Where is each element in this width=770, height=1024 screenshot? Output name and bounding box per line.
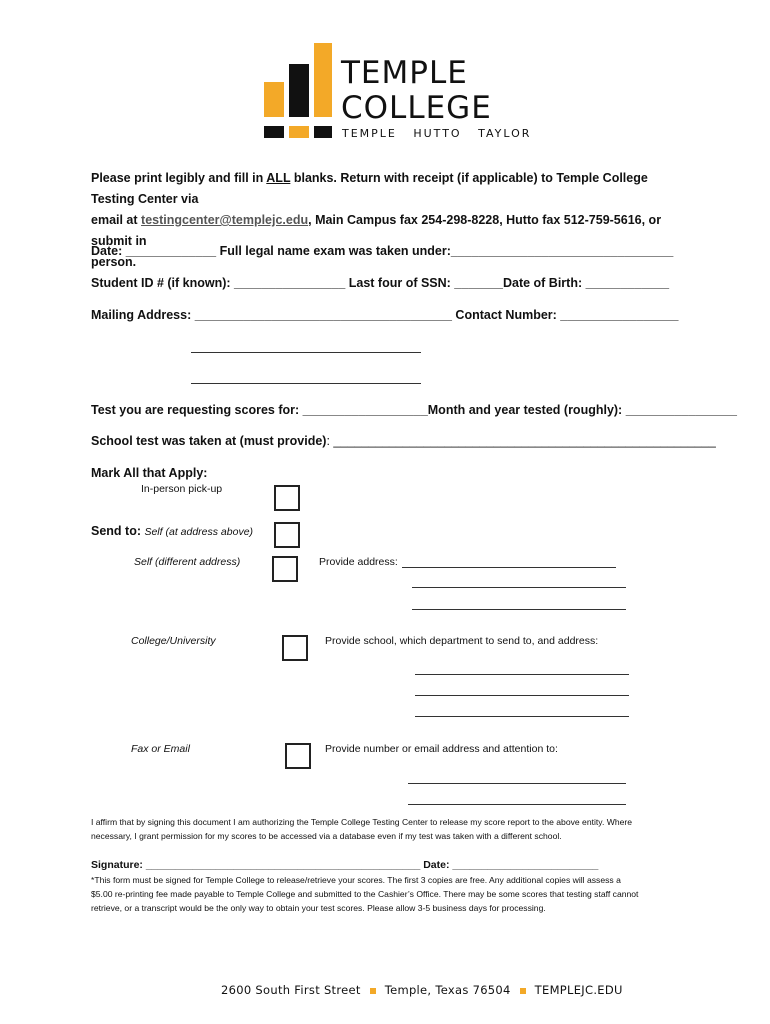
affirmation-text: I affirm that by signing this document I am authorizing the Temple College Testing Center to release my score report to the above entity. Where necessary, I grant permission for my scores to be accessed via a database even if my test was taken with a different school. <box>91 817 633 841</box>
provide-address-line-3[interactable] <box>412 609 626 610</box>
logo-bar-4 <box>264 126 284 138</box>
provide-address-label: Provide address: <box>319 556 398 568</box>
logo-campuses: TEMPLE HUTTO TAYLOR <box>342 127 532 140</box>
pickup-checkbox[interactable] <box>274 485 300 511</box>
pickup-label: In-person pick-up <box>141 483 223 495</box>
footer-dot-1 <box>370 988 376 994</box>
provide-school-line-1[interactable] <box>415 674 629 675</box>
logo-bar-3 <box>314 43 332 117</box>
fax-email-label: Fax or Email <box>131 743 190 755</box>
release-note: *This form must be signed for Temple College to release/retrieve your scores. The first 3 copies are free. Any additional copies will assess a $5.00 re-printing fee made payable to Temple College and submitted to the Cashier’s Office. There may be some scores that testing staff cannot retrieve, or a transcript would be the only way to obtain your test scores. Please allow 3-5 business days for processing. <box>91 875 639 913</box>
self-above-checkbox[interactable] <box>274 522 300 548</box>
intro-line-2: email at testingcenter@templejc.edu, Main Campus fax 254-298-8228, Hutto fax 512-759-5616, or submit in <box>91 213 662 248</box>
logo-bar-6 <box>314 126 332 138</box>
mailing-address-field[interactable]: Mailing Address: _____________________________________ Contact Number: _________________ <box>91 308 679 322</box>
mailing-address-line-3[interactable] <box>191 383 421 384</box>
self-different-checkbox[interactable] <box>272 556 298 582</box>
logo-bar-5 <box>289 126 309 138</box>
footer-website[interactable]: TEMPLEJC.EDU <box>534 983 623 997</box>
intro-line-1: Please print legibly and fill in ALL blanks. Return with receipt (if applicable) to Temple College Testing Center via <box>91 171 648 206</box>
footer-address: 2600 South First Street Temple, Texas 76504 TEMPLEJC.EDU <box>221 983 623 997</box>
testing-center-email-link[interactable]: testingcenter@templejc.edu <box>141 213 309 227</box>
provide-school-label: Provide school, which department to send to, and address: <box>325 635 599 647</box>
provide-number-label: Provide number or email address and attention to: <box>325 743 558 755</box>
student-id-field[interactable]: Student ID # (if known): ________________ Last four of SSN: _______Date of Birth: ____________ <box>91 276 670 290</box>
logo-line-temple: TEMPLE <box>341 55 468 91</box>
mailing-address-line-2[interactable] <box>191 352 421 353</box>
logo-bar-1 <box>264 82 284 117</box>
signature-field[interactable]: Signature: _______________________________________________ Date: _________________________ <box>91 859 599 871</box>
college-checkbox[interactable] <box>282 635 308 661</box>
fax-email-checkbox[interactable] <box>285 743 311 769</box>
college-label: College/University <box>131 635 216 647</box>
mark-all-heading: Mark All that Apply: <box>91 466 208 480</box>
school-taken-field[interactable]: School test was taken at (must provide): _______________________________________________________ <box>91 434 716 448</box>
provide-school-line-2[interactable] <box>415 695 629 696</box>
provide-number-line-1[interactable] <box>408 783 626 784</box>
provide-number-line-2[interactable] <box>408 804 626 805</box>
logo-line-college: COLLEGE <box>341 90 492 126</box>
provide-address-line-2[interactable] <box>412 587 626 588</box>
footer-dot-2 <box>520 988 526 994</box>
intro-line-3: person. <box>91 255 137 269</box>
test-requested-field[interactable]: Test you are requesting scores for: __________________Month and year tested (roughly): ________________ <box>91 403 737 417</box>
date-name-field[interactable]: Date: _____________ Full legal name exam was taken under:________________________________ <box>91 244 674 258</box>
provide-school-line-3[interactable] <box>415 716 629 717</box>
send-to-row: Send to: Self (at address above) <box>91 524 254 538</box>
provide-address-line-1[interactable] <box>402 567 616 568</box>
self-different-label: Self (different address) <box>134 556 241 568</box>
logo-bar-2 <box>289 64 309 117</box>
